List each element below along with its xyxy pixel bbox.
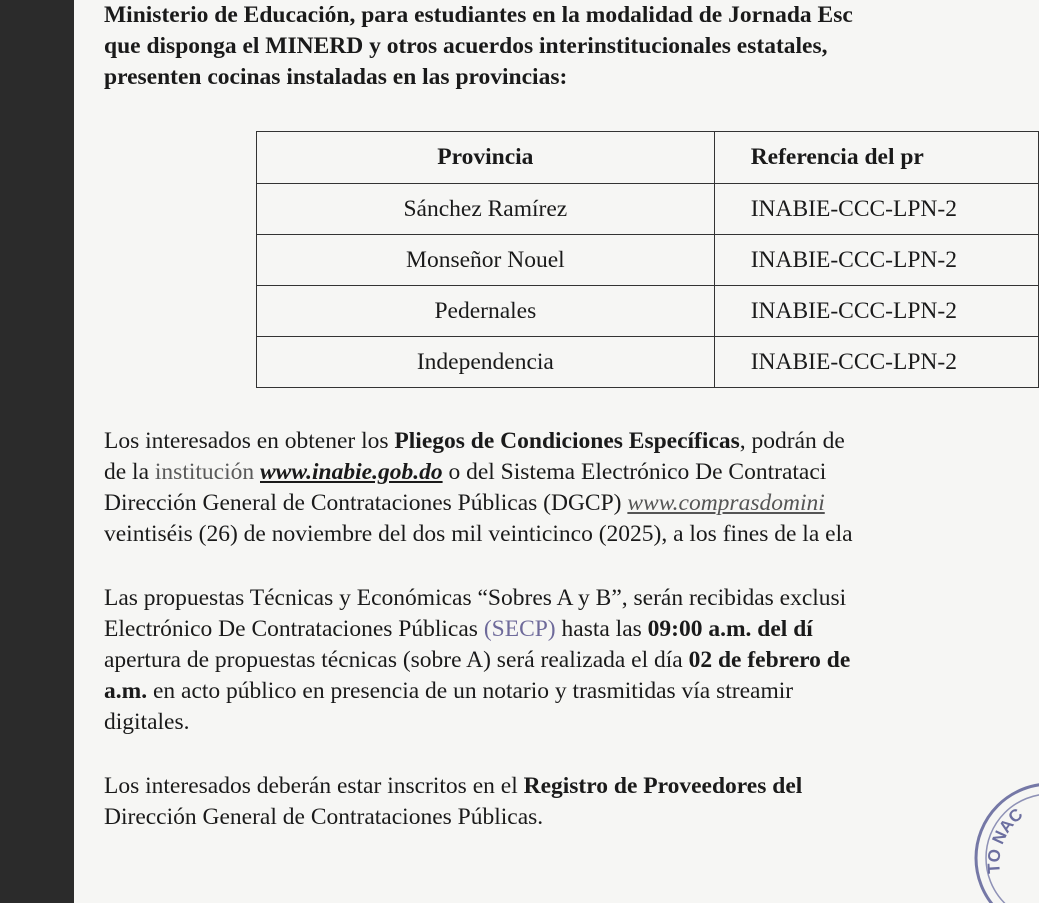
propuestas-line-3: apertura de propuestas técnicas (sobre A) será realizada el día 02 de febrero de — [104, 647, 851, 673]
table-row — [257, 286, 1039, 337]
table-row — [257, 235, 1039, 286]
registro-line-1: Los interesados deberán estar inscritos en el Registro de Proveedores del — [104, 773, 803, 799]
inabie-link[interactable]: www.inabie.gob.do — [260, 459, 443, 485]
intro-line-3: presenten cocinas instaladas en las provincias: — [104, 64, 568, 90]
header-referencia: Referencia del pr — [714, 132, 1038, 184]
cell-province: Pedernales — [257, 286, 715, 337]
propuestas-paragraph — [104, 583, 850, 738]
pliegos-line-1: Los interesados en obtener los Pliegos de Condiciones Específicas, podrán de — [104, 428, 845, 454]
intro-line-1: Ministerio de Educación, para estudiantes en la modalidad de Jornada Esc — [104, 2, 853, 28]
cell-province: Sánchez Ramírez — [257, 184, 715, 235]
pliegos-line-4: veintiséis (26) de noviembre del dos mil veinticinco (2025), a los fines de la ela — [104, 521, 853, 547]
provinces-table — [256, 131, 1039, 388]
document-page — [74, 0, 1039, 903]
table-row — [257, 184, 1039, 235]
scan-left-border — [0, 0, 74, 903]
pliegos-paragraph — [104, 426, 853, 550]
cell-reference: INABIE-CCC-LPN-2 — [714, 286, 1038, 337]
intro-line-2: que disponga el MINERD y otros acuerdos interinstitucionales estatales, — [104, 33, 828, 59]
official-seal-stamp — [970, 778, 1039, 903]
pliegos-term: Pliegos de Condiciones Específicas — [394, 428, 740, 454]
seal-text: TO NAC — [984, 804, 1027, 875]
propuestas-line-4: a.m. en acto público en presencia de un notario y trasmitidas vía streamir — [104, 678, 794, 704]
cell-reference: INABIE-CCC-LPN-2 — [714, 337, 1038, 388]
header-provincia: Provincia — [257, 132, 715, 184]
propuestas-line-5: digitales. — [104, 709, 190, 735]
table-header-row — [257, 132, 1039, 184]
propuestas-line-2: Electrónico De Contrataciones Públicas (SECP) hasta las 09:00 a.m. del dí — [104, 616, 813, 642]
pliegos-line-3: Dirección General de Contrataciones Públicas (DGCP) www.comprasdomini — [104, 490, 825, 516]
seal-outer-ring — [976, 784, 1039, 903]
cell-reference: INABIE-CCC-LPN-2 — [714, 184, 1038, 235]
comprasdominicana-link[interactable]: www.comprasdomini — [627, 490, 825, 516]
propuestas-line-1: Las propuestas Técnicas y Económicas “Sobres A y B”, serán recibidas exclusi — [104, 585, 847, 611]
registro-paragraph — [104, 771, 802, 833]
table-row — [257, 337, 1039, 388]
cell-province: Monseñor Nouel — [257, 235, 715, 286]
registro-line-2: Dirección General de Contrataciones Públicas. — [104, 804, 544, 830]
pliegos-line-2: de la institución www.inabie.gob.do o del Sistema Electrónico De Contrataci — [104, 459, 827, 485]
intro-paragraph — [104, 0, 853, 93]
cell-province: Independencia — [257, 337, 715, 388]
cell-reference: INABIE-CCC-LPN-2 — [714, 235, 1038, 286]
